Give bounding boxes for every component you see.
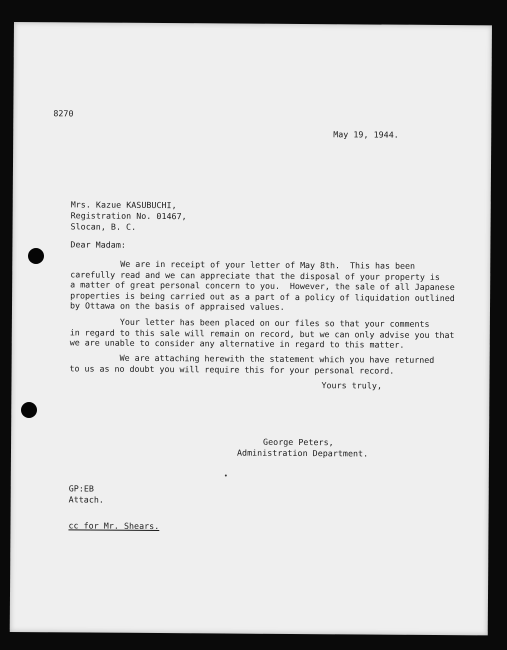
signer-department: Administration Department. (236, 447, 369, 459)
reference-initials: GP:EB (68, 483, 95, 494)
paragraph-line: We are attaching herewith the statement which you have returned (69, 352, 435, 365)
paragraph-line: We are in receipt of your letter of May 8th. This has been (70, 258, 416, 271)
paragraph-line: carefully read and we can appreciate that the disposal of your property is (70, 268, 440, 282)
paragraph-line: Your letter has been placed on our files so that your comments (69, 316, 430, 329)
salutation: Dear Madam: (70, 239, 126, 250)
recipient-location: Slocan, B. C. (70, 221, 137, 232)
paragraph-line: in regard to this sale will remain on record, but we can only advise you that (69, 326, 455, 340)
paragraph-line: by Ottawa on the basis of appraised values. (69, 300, 285, 312)
body-paragraph-1 (70, 258, 455, 313)
closing: Yours truly, (321, 380, 383, 391)
punch-hole-bottom (21, 402, 37, 418)
scan-speck (225, 474, 227, 476)
letter-sheet (10, 22, 492, 635)
recipient-registration: Registration No. 01467, (70, 210, 187, 222)
cc-note: cc for Mr. Shears. (68, 520, 160, 532)
letter-date: May 19, 1944. (333, 129, 399, 140)
paragraph-line: to us as no doubt you will require this for your personal record. (69, 362, 395, 376)
file-number: 8270 (53, 108, 74, 119)
enclosure-note: Attach. (68, 494, 105, 505)
recipient-name: Mrs. Kazue KASUBUCHI, (70, 199, 177, 211)
body-paragraph-3 (70, 352, 435, 376)
signer-name: George Peters, (263, 436, 334, 448)
punch-hole-top (28, 248, 44, 264)
paragraph-line: properties is being carried out as a part of a policy of liquidation outlined (70, 289, 455, 303)
paragraph-line: we are unable to consider any alternative in regard to this matter. (69, 337, 405, 350)
body-paragraph-2 (70, 316, 455, 350)
paragraph-line: a matter of great personal concern to you. However, the sale of all Japanese (70, 279, 455, 293)
